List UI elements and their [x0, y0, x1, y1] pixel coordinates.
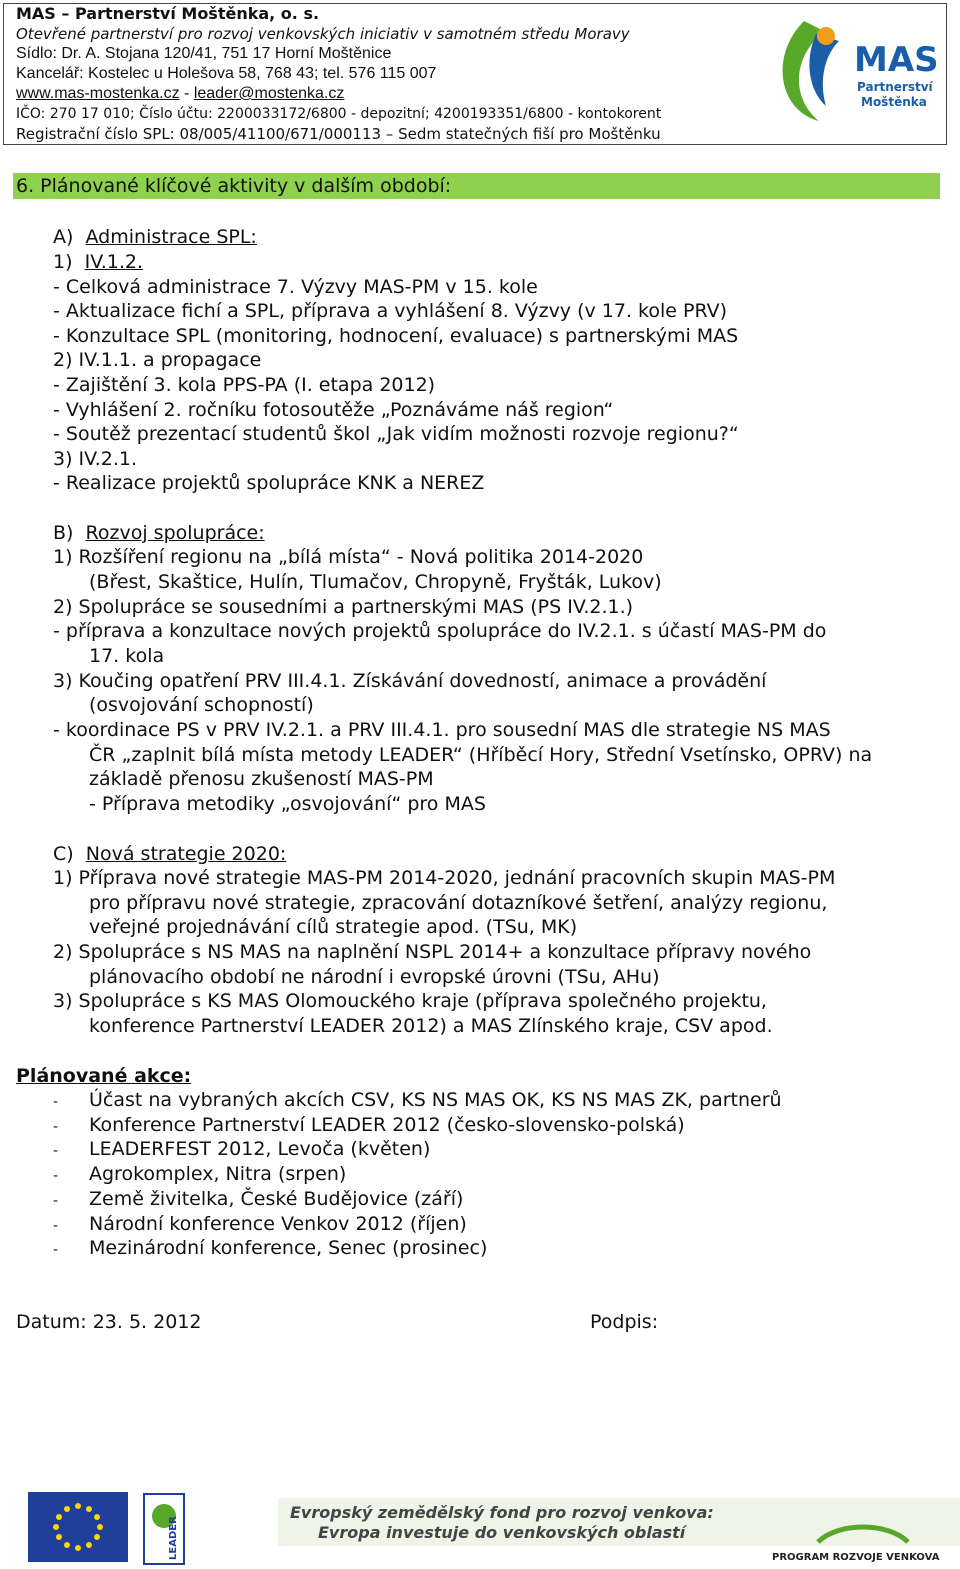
section-b-title: Rozvoj spolupráce: — [85, 522, 265, 544]
org-registration: Registrační číslo SPL: 08/005/41100/671/000113 – Sedm statečných fiší pro Moštěnku — [16, 125, 661, 143]
b-line: - Příprava metodiky „osvojování“ pro MAS — [89, 793, 486, 815]
section-a-title: Administrace SPL: — [85, 226, 257, 248]
bullet-dash: - — [53, 1192, 59, 1209]
eafrd-line-2: Evropa investuje do venkovských oblastí — [318, 1523, 686, 1542]
section-b-label: B) Rozvoj spolupráce: — [53, 522, 265, 544]
a-item-1: 1) IV.1.2. — [53, 251, 144, 273]
c-line: veřejné projednávání cílů strategie apod. (TSu, MK) — [89, 916, 578, 938]
a-line: - Zajištění 3. kola PPS-PA (I. etapa 2012) — [53, 374, 436, 396]
letterhead — [3, 3, 947, 145]
planned-item — [53, 1236, 487, 1262]
planned-item-text: Mezinárodní konference, Senec (prosinec) — [89, 1237, 488, 1260]
eu-flag — [28, 1492, 128, 1562]
section-heading: 6. Plánované klíčové aktivity v dalším období: — [13, 173, 940, 199]
planned-item-text: Agrokomplex, Nitra (srpen) — [89, 1163, 347, 1186]
a-line: - Soutěž prezentací studentů škol „Jak vidím možnosti rozvoje regionu?“ — [53, 423, 739, 445]
logo-sub1: Partnerství — [857, 80, 933, 94]
b-line: 1) Rozšíření regionu na „bílá místa“ - Nová politika 2014-2020 — [53, 546, 644, 568]
website-link[interactable]: www.mas-mostenka.cz — [16, 85, 180, 102]
c-line: 1) Příprava nové strategie MAS-PM 2014-2020, jednání pracovních skupin MAS-PM — [53, 867, 836, 889]
section-c-label: C) Nová strategie 2020: — [53, 843, 287, 865]
b-line: - příprava a konzultace nových projektů spolupráce do IV.2.1. s účastí MAS-PM do — [53, 620, 827, 642]
section-c-title: Nová strategie 2020: — [85, 843, 287, 865]
a-line: - Celková administrace 7. Výzvy MAS-PM v 15. kole — [53, 276, 538, 298]
logo-orange-dot — [817, 27, 835, 45]
bullet-dash: - — [53, 1118, 59, 1135]
a-item-2: 2) IV.1.1. a propagace — [53, 349, 262, 371]
date-label: Datum: 23. 5. 2012 — [16, 1311, 202, 1333]
planned-item — [53, 1187, 463, 1213]
b-line: 2) Spolupráce se sousedními a partnerskými MAS (PS IV.2.1.) — [53, 596, 634, 618]
bullet-dash: - — [53, 1094, 59, 1110]
c-line: plánovacího období ne národní i evropské úrovni (TSu, AHu) — [89, 966, 660, 988]
org-office: Kancelář: Kostelec u Holešova 58, 768 43; tel. 576 115 007 — [16, 65, 437, 82]
a-line: - Konzultace SPL (monitoring, hodnocení, evaluace) s partnerskými MAS — [53, 325, 739, 347]
org-ico: IČO: 270 17 010; Číslo účtu: 2200033172/6800 - depozitní; 4200193351/6800 - kontokorent — [16, 106, 662, 122]
planned-item-text: Země živitelka, České Budějovice (září) — [89, 1187, 464, 1210]
planned-item — [53, 1137, 430, 1163]
b-line: 3) Koučing opatření PRV III.4.1. Získávání dovedností, animace a provádění — [53, 670, 767, 692]
leader-logo-text: LEADER — [168, 1516, 179, 1560]
b-line: 17. kola — [89, 645, 165, 667]
mas-logo — [764, 16, 944, 126]
eafrd-line-1: Evropský zemědělský fond pro rozvoj venkova: — [290, 1503, 714, 1522]
org-contacts — [16, 84, 344, 104]
b-line: ČR „zaplnit bílá místa metody LEADER“ (Hříběcí Hory, Střední Vsetínsko, OPRV) na — [89, 744, 873, 766]
b-line: - koordinace PS v PRV IV.2.1. a PRV III.4.1. pro sousední MAS dle strategie NS MAS — [53, 719, 831, 741]
bullet-dash: - — [53, 1168, 59, 1185]
planned-item — [53, 1162, 346, 1188]
b-line: základě přenosu zkušeností MAS-PM — [89, 768, 434, 790]
a-line: - Realizace projektů spolupráce KNK a NEREZ — [53, 472, 485, 494]
a-item-3: 3) IV.2.1. — [53, 448, 137, 470]
bullet-dash: - — [53, 1217, 59, 1234]
org-name: MAS – Partnerství Moštěnka, o. s. — [16, 4, 320, 23]
prv-logo-text: PROGRAM ROZVOJE VENKOVA — [772, 1552, 940, 1563]
a-line: - Aktualizace fichí a SPL, příprava a vyhlášení 8. Výzvy (v 17. kole PRV) — [53, 300, 728, 322]
planned-item-text: Národní konference Venkov 2012 (říjen) — [89, 1212, 467, 1235]
email-link[interactable]: leader@mostenka.cz — [193, 85, 345, 102]
signature-label: Podpis: — [590, 1311, 659, 1333]
planned-item — [53, 1088, 782, 1114]
c-line: 2) Spolupráce s NS MAS na naplnění NSPL 2014+ a konzultace přípravy nového — [53, 941, 812, 963]
planned-item — [53, 1212, 467, 1238]
org-seat: Sídlo: Dr. A. Stojana 120/41, 751 17 Horní Moštěnice — [16, 45, 392, 62]
planned-item-text: Účast na vybraných akcích CSV, KS NS MAS OK, KS NS MAS ZK, partnerů — [89, 1089, 782, 1111]
bullet-dash: - — [53, 1143, 59, 1160]
logo-mas-text: MAS — [854, 40, 939, 80]
b-line: (Břest, Skaštice, Hulín, Tlumačov, Chropyně, Fryšták, Lukov) — [89, 571, 662, 593]
footer-banner — [28, 1492, 960, 1569]
planned-item-text: LEADERFEST 2012, Levoča (květen) — [89, 1138, 431, 1161]
bullet-dash: - — [53, 1242, 59, 1259]
c-line: 3) Spolupráce s KS MAS Olomouckého kraje (příprava společného projektu, — [53, 990, 767, 1012]
planned-item-text: Konference Partnerství LEADER 2012 (česko-slovensko-polská) — [89, 1113, 685, 1136]
a-line: - Vyhlášení 2. ročníku fotosoutěže „Poznáváme náš region“ — [53, 399, 614, 421]
org-tagline: Otevřené partnerství pro rozvoj venkovských iniciativ v samotném středu Moravy — [16, 25, 630, 43]
planned-title: Plánované akce: — [16, 1065, 192, 1087]
logo-sub2: Moštěnka — [861, 95, 927, 109]
contact-separator: - — [179, 85, 194, 102]
c-line: pro přípravu nové strategie, zpracování dotazníkové šetření, analýzy regionu, — [89, 892, 828, 914]
b-line: (osvojování schopností) — [89, 694, 314, 716]
c-line: konference Partnerství LEADER 2012) a MAS Zlínského kraje, CSV apod. — [89, 1015, 773, 1037]
section-a-label: A) Administrace SPL: — [53, 226, 257, 248]
planned-item — [53, 1113, 685, 1139]
